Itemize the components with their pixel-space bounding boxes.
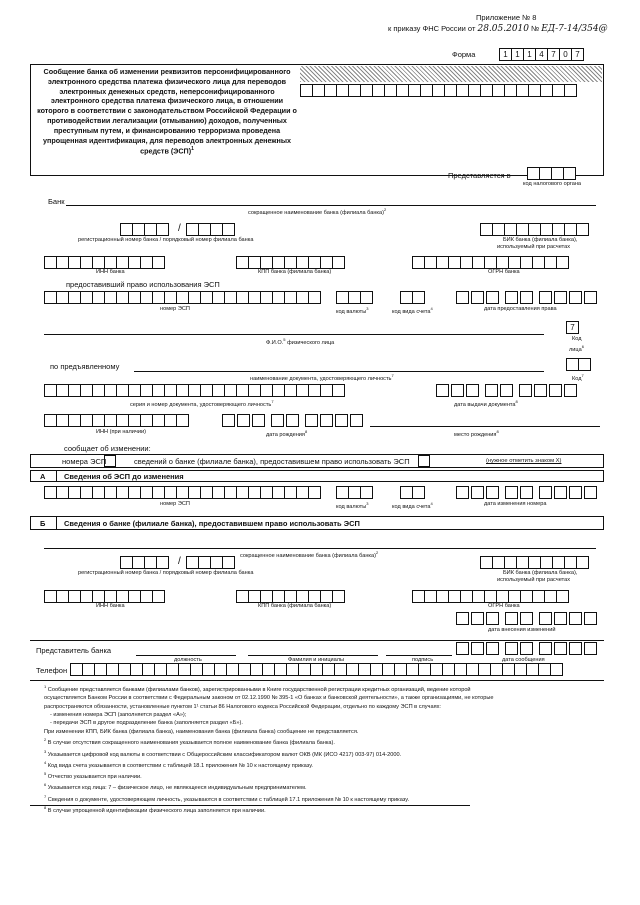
bank-inn-caption: ИНН банка — [96, 269, 125, 275]
bank-label: Банк — [48, 197, 65, 206]
section-b-branch-number-input[interactable] — [186, 556, 234, 569]
branch-number-input[interactable] — [186, 223, 234, 236]
person-code-caption-2: лица$^6$ — [569, 344, 584, 353]
birth-date-input[interactable] — [222, 414, 365, 427]
fio-line[interactable] — [44, 334, 544, 335]
esp-provided-label: предоставивший право использования ЭСП — [66, 280, 220, 289]
form-title — [36, 67, 298, 171]
issue-date-input[interactable] — [436, 384, 579, 397]
form-code-cell: 0 — [559, 48, 572, 61]
footnote-line: - изменения номера ЭСП (заполняется раздел «А»); — [50, 712, 187, 719]
representative-label: Представитель банка — [36, 646, 112, 655]
order-number: ЕД-7-14/354@ — [541, 24, 608, 34]
order-no-prefix: № — [531, 24, 540, 33]
submitted-label: Представляется в — [448, 171, 511, 180]
barcode-cells — [300, 84, 576, 97]
sign-line[interactable] — [386, 655, 452, 656]
form-label: Форма — [452, 50, 476, 59]
esp-number-input[interactable] — [44, 291, 320, 304]
section-b-bik-caption-1: БИК банка (филиала банка), — [503, 570, 578, 576]
form-code-cell: 7 — [547, 48, 560, 61]
birthplace-caption: место рождения$^8$ — [454, 429, 499, 438]
change-checkbox-esp-number[interactable] — [104, 455, 116, 467]
barcode-area — [300, 66, 602, 82]
person-code-input[interactable] — [566, 321, 578, 334]
form-code-cell: 1 — [499, 48, 512, 61]
footnote-line: $^3$ Указывается цифровой код валюты в соответствии с Общероссийским классификатором валют ОКВ (МК (ИСО 4217) 003-97) 014-2000. — [44, 748, 402, 758]
bank-reg-number-input[interactable] — [120, 223, 168, 236]
section-a-currency-caption: код валюты$^3$ — [336, 501, 369, 510]
birth-date-caption: дата рождения$^8$ — [266, 429, 308, 438]
position-caption: должность — [174, 657, 202, 663]
section-b-change-date-input[interactable] — [456, 612, 599, 625]
footnote-line: $^5$ Отчество указывается при наличии. — [44, 771, 142, 780]
bank-ogrn-caption: ОГРН банка — [488, 269, 520, 275]
form-code-cell: 1 — [523, 48, 536, 61]
message-date-input[interactable] — [456, 642, 599, 655]
sign-caption: подпись — [412, 657, 434, 663]
footnote-line: $^6$ Указывается код лица: 7 – физическое лицо, не являющееся индивидуальным предпринимателем. — [44, 782, 307, 792]
footnote-line: $^7$ Сведения о документе, удостоверяющем личность, указываются в соответствии с таблицей 17.1 приложения № 10 к настоящему приказу. — [44, 793, 410, 803]
section-b-ogrn-caption: ОГРН банка — [488, 603, 520, 609]
position-line[interactable] — [136, 655, 236, 656]
footnote-line: - передачи ЭСП в другое подразделение банка (заполняется раздел «Б»). — [50, 720, 243, 727]
footnotes — [44, 683, 624, 815]
document-name-caption: наименование документа, удостоверяющего личность$^7$ — [250, 373, 394, 382]
bik-caption-2: используемый при расчетах — [497, 244, 571, 250]
document-code-caption: Код$^7$ — [572, 373, 584, 382]
name-caption: Фамилия и инициалы — [288, 657, 345, 663]
esp-number-caption: номер ЭСП — [160, 306, 190, 312]
currency-code-input[interactable] — [336, 291, 372, 304]
section-b-letter: Б — [40, 519, 46, 528]
change-option-esp-number: номера ЭСП — [62, 457, 107, 466]
fio-caption: Ф.И.О.$^5$ физического лица — [266, 337, 335, 346]
footnote-line: $^8$ В случае упрощенной идентификации физического лица заполняется при наличии. — [44, 804, 266, 814]
footnote-line: $^1$ Сообщение представляется банками (филиалами банков), зарегистрированными в Книге государственной регистрации кредитных организаций, ведение которой — [44, 684, 471, 693]
section-a-account-input[interactable] — [400, 486, 424, 499]
section-b-bik-input[interactable] — [480, 556, 588, 569]
footnote-line: $^4$ Код вида счета указывается в соответствии с таблицей 18.1 приложения № 10 к настоящему приказу. — [44, 759, 313, 769]
section-a-number-caption: номер ЭСП — [160, 501, 190, 507]
provision-date-input[interactable] — [456, 291, 599, 304]
change-option-bank: сведений о банке (филиале банка), предоставившем право использовать ЭСП — [134, 457, 410, 466]
tax-office-code-input[interactable] — [527, 167, 575, 180]
bank-name-caption: сокращенное наименование банка (филиала банка)$^2$ — [248, 207, 387, 216]
section-a-esp-number-input[interactable] — [44, 486, 320, 499]
account-type-caption: код вида счета$^4$ — [392, 306, 433, 315]
section-b-reg-number-input[interactable] — [120, 556, 168, 569]
issue-date-caption: дата выдачи документа$^8$ — [454, 399, 518, 408]
order-prefix: к приказу ФНС России от — [388, 24, 476, 33]
account-type-input[interactable] — [400, 291, 424, 304]
section-b-ogrn-input[interactable] — [412, 590, 568, 603]
bik-caption-1: БИК банка (филиала банка), — [503, 237, 578, 243]
person-inn-input[interactable] — [44, 414, 188, 427]
bank-inn-input[interactable] — [44, 256, 164, 269]
document-series-input[interactable] — [44, 384, 344, 397]
section-a-account-caption: код вида счета$^4$ — [392, 501, 433, 510]
section-b-reg-caption: регистрационный номер банка / порядковый номер филиала банка — [78, 570, 254, 576]
footnote-line: При изменении КПП, БИК банка (филиала банка), наименования банка (филиала банка) сообщение не представляется. — [44, 728, 359, 735]
change-checkbox-bank[interactable] — [418, 455, 430, 467]
birthplace-line[interactable] — [370, 426, 600, 427]
person-inn-caption: ИНН (при наличии) — [96, 429, 146, 435]
currency-code-caption: код валюты$^3$ — [336, 306, 369, 315]
bik-input[interactable] — [480, 223, 588, 236]
order-date: 28.05.2010 — [477, 24, 529, 34]
bank-name-line[interactable] — [66, 205, 596, 206]
section-b-kpp-caption: КПП банка (филиала банка) — [258, 603, 332, 609]
bank-reg-caption: регистрационный номер банка / порядковый номер филиала банка — [78, 237, 254, 243]
section-b-inn-input[interactable] — [44, 590, 164, 603]
section-b-title: Сведения о банке (филиале банка), предоставившем право использовать ЭСП — [64, 519, 360, 528]
person-code-value: 7 — [566, 321, 579, 334]
phone-input[interactable] — [70, 663, 562, 676]
provision-date-caption: дата предоставления права — [484, 306, 557, 312]
section-b-bik-caption-2: используемый при расчетах — [497, 577, 571, 583]
reports-label: сообщает об изменении: — [64, 444, 151, 453]
section-a-date-caption: дата изменения номера — [484, 501, 547, 507]
document-code-input[interactable] — [566, 358, 590, 371]
form-code-cell: 1 — [511, 48, 524, 61]
section-b-bank-name-caption: сокращенное наименование банка (филиала банка)$^2$ — [240, 550, 379, 559]
order-reference — [388, 25, 608, 34]
person-code-caption-1: Код — [572, 336, 582, 342]
footnote-line: $^2$ В случае отсутствия сокращенного наименования указывается полное наименование банка (филиала банка). — [44, 737, 335, 747]
document-name-line[interactable] — [134, 371, 544, 372]
name-line[interactable] — [248, 655, 378, 656]
section-b-change-date-caption: дата внесения изменений — [488, 627, 556, 633]
section-a-title: Сведения об ЭСП до изменения — [64, 472, 184, 481]
section-b-bank-name-line[interactable] — [44, 548, 596, 549]
form-code-cells — [499, 48, 583, 61]
document-series-caption: серия и номер документа, удостоверяющего личность$^7$ — [130, 399, 274, 408]
form-title-text: Сообщение банка об изменении реквизитов персонифицированного электронного средства платежа физического лица для переводов электронных денежных средств, неперсонифицированного электронного средства платежа физического лица, в отношении которого в соответствии с законодательством Российской Федерации о противодействии легализации (отмыванию) доходов, полученных преступным путем, и финансированию терроризма проведена упрощенная идентификация, для переводов электронных денежных средств (ЭСП) — [37, 67, 297, 156]
message-date-caption: дата сообщения — [502, 657, 545, 663]
section-a-date-input[interactable] — [456, 486, 599, 499]
section-a-letter: А — [40, 472, 46, 481]
section-a-currency-input[interactable] — [336, 486, 372, 499]
tax-office-caption: код налогового органа — [523, 181, 582, 187]
form-code-cell: 4 — [535, 48, 548, 61]
section-b-inn-caption: ИНН банка — [96, 603, 125, 609]
changes-note: (нужное отметить знаком Х) — [486, 458, 562, 464]
section-b-kpp-input[interactable] — [236, 590, 344, 603]
form-title-sup: 1 — [191, 146, 194, 153]
footnote-line: осуществляется Банком России в соответствии с Федеральным законом от 02.12.1990 № 395-1 «О банках и банковской деятельности», а также организациями, не которые — [44, 695, 494, 702]
bank-kpp-input[interactable] — [236, 256, 344, 269]
bank-kpp-caption: КПП банка (филиала банка) — [258, 269, 332, 275]
form-code-cell: 7 — [571, 48, 584, 61]
footnote-line: распространяются обязанности, установленные пунктом 1¹ статьи 86 Налогового кодекса Российской Федерации, отдельно по каждому ЭСП в случаях: — [44, 703, 441, 710]
phone-label: Телефон — [36, 666, 68, 675]
appendix-number: Приложение № 8 — [476, 13, 537, 22]
presented-label: по предъявленному — [50, 362, 120, 371]
bank-ogrn-input[interactable] — [412, 256, 568, 269]
